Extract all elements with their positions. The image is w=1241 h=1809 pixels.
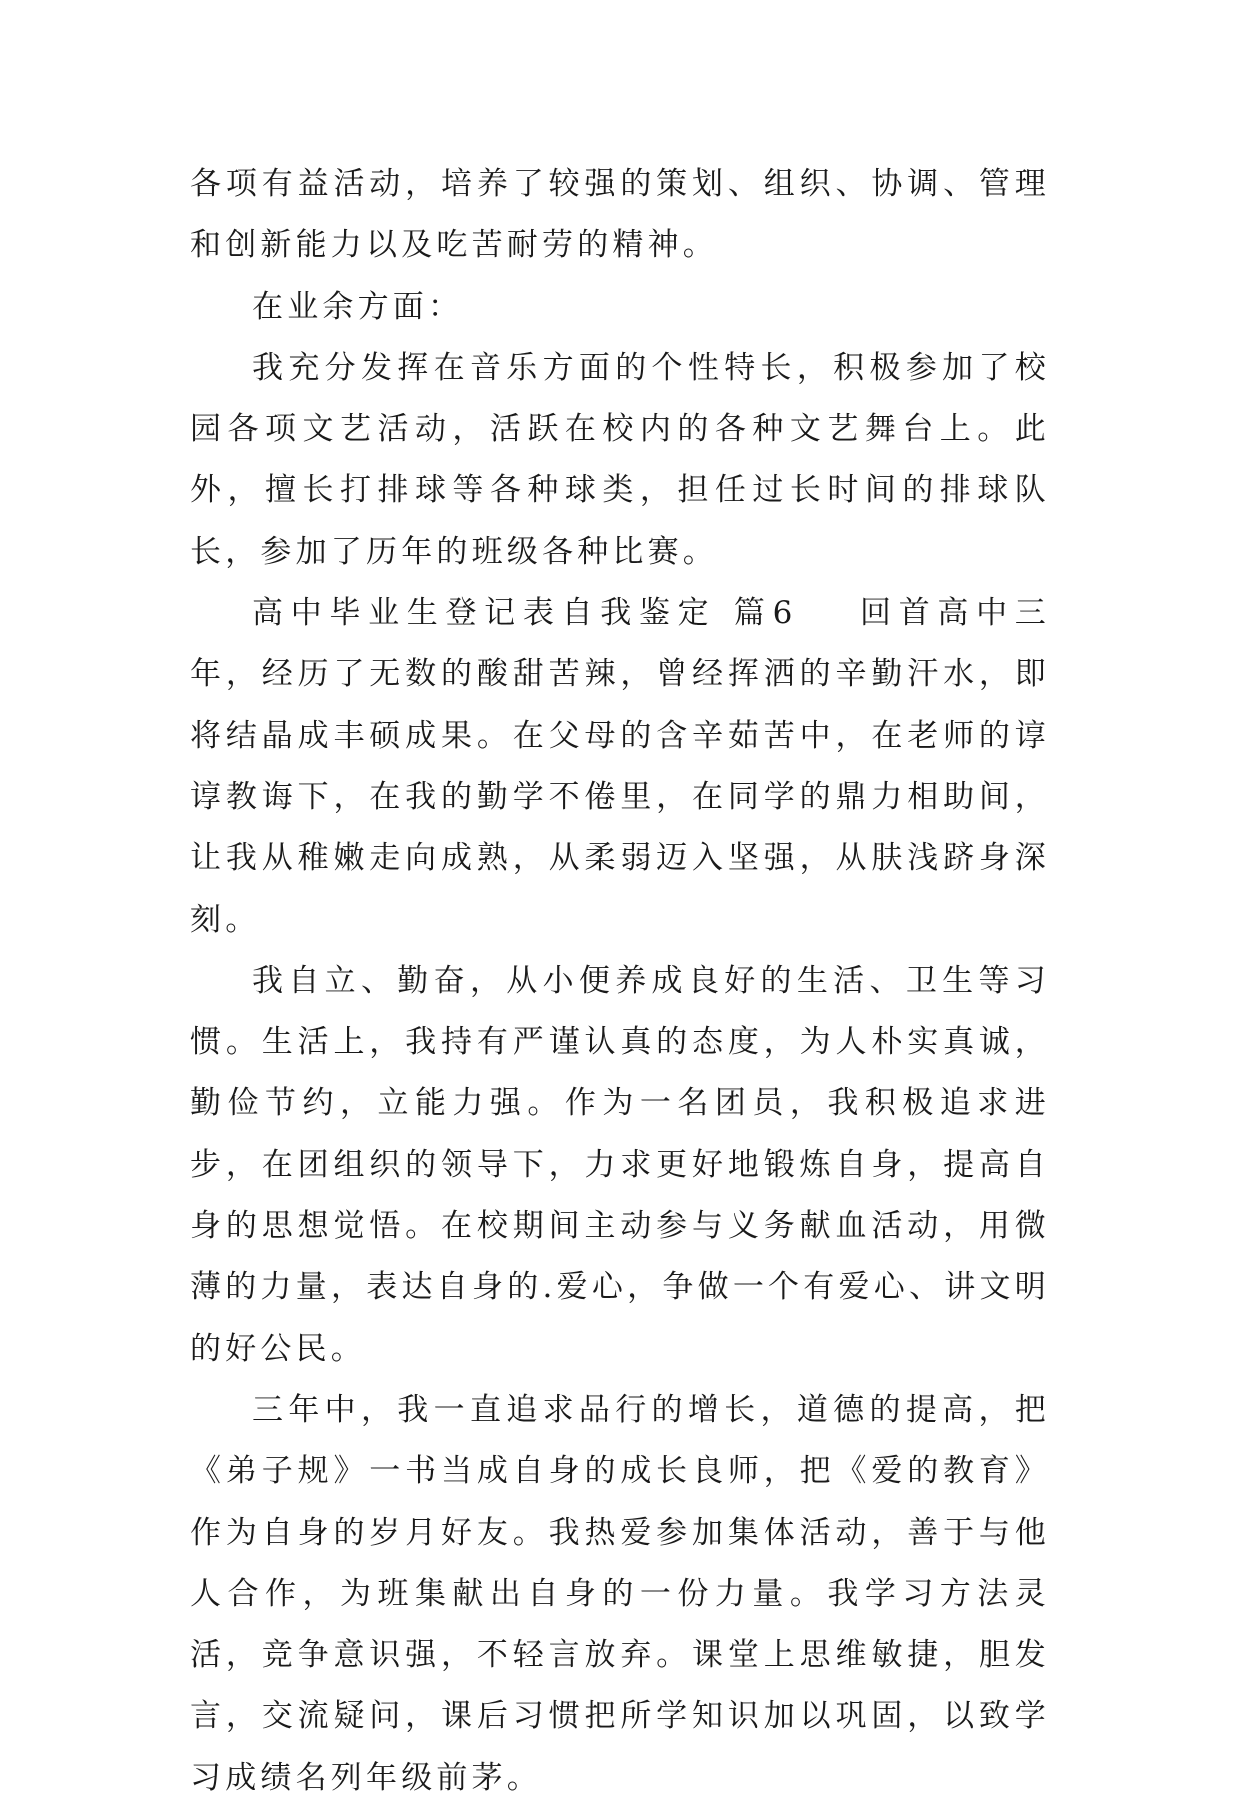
section-intro: 回首高中三年，经历了无数的酸甜苦辣，曾经挥洒的辛勤汗水，即将结晶成丰硕成果。在父母的含辛茹苦中，在老师的谆谆教诲下，在我的勤学不倦里，在同学的鼎力相助间，让我从稚嫩走向成熟，从柔弱迈入坚强，从肤浅跻身深刻。 [190, 595, 1051, 938]
section-title: 高中毕业生登记表自我鉴定 篇6 [252, 595, 797, 632]
paragraph-continued: 各项有益活动，培养了较强的策划、组织、协调、管理和创新能力以及吃苦耐劳的精神。 [190, 166, 1050, 264]
paragraph-three-years: 三年中，我一直追求品行的增长，道德的提高，把《弟子规》一书当成自身的成长良师，把《爱的教育》作为自身的岁月好友。我热爱参加集体活动，善于与他人合作，为班集献出自身的一份力量。我学习方法灵活，竞争意识强，不轻言放弃。课堂上思维敏捷，胆发言，交流疑问，课后习惯把所学知识加以巩固，以致学习成绩名列年级前茅。 [190, 1391, 1050, 1796]
paragraph-section-6 [190, 583, 1050, 951]
document-body [190, 154, 1050, 1809]
paragraph-self-reliance: 我自立、勤奋，从小便养成良好的生活、卫生等习惯。生活上，我持有严谨认真的态度，为人朴实真诚，勤俭节约，立能力强。作为一名团员，我积极追求进步，在团组织的领导下，力求更好地锻炼自身，提高自身的思想觉悟。在校期间主动参与义务献血活动，用微薄的力量，表达自身的.爱心，争做一个有爱心、讲文明的好公民。 [190, 962, 1050, 1367]
paragraph-leisure-heading: 在业余方面： [252, 288, 464, 325]
paragraph-leisure: 我充分发挥在音乐方面的个性特长，积极参加了校园各项文艺活动，活跃在校内的各种文艺舞台上。此外，擅长打排球等各种球类，担任过长时间的排球队长，参加了历年的班级各种比赛。 [190, 349, 1050, 570]
